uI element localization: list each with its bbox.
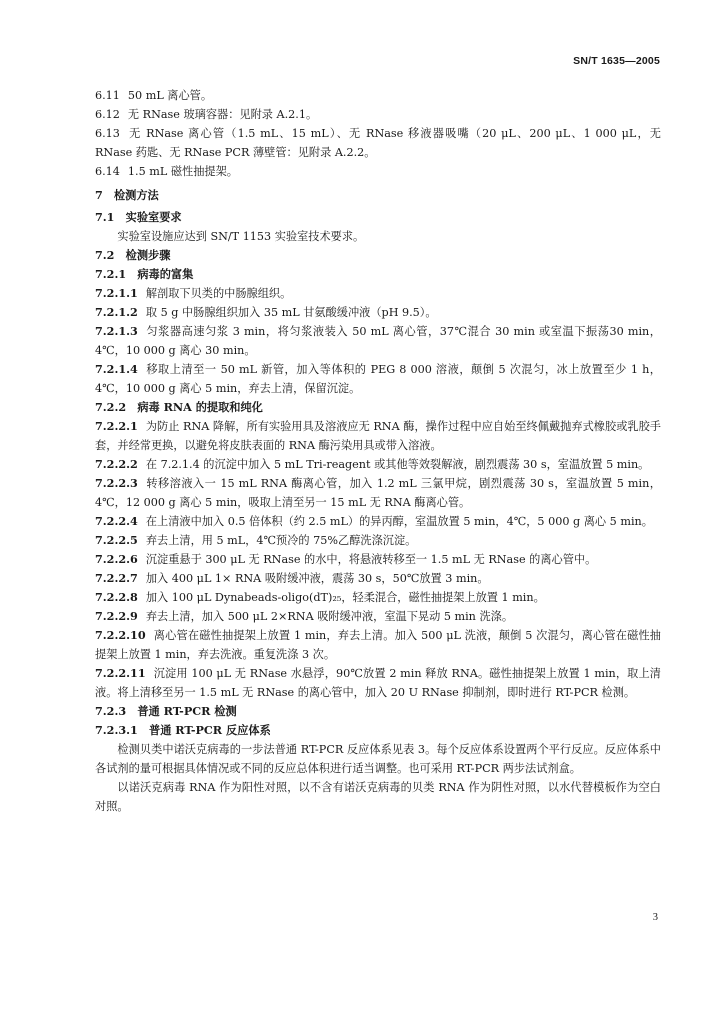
document-body (95, 86, 661, 816)
step-number: 7.2.2.5 (95, 533, 138, 547)
step-number: 7.2.2.8 (95, 590, 138, 604)
list-item-6-14 (95, 162, 661, 181)
step-text: 移取上清至一 50 mL 新管，加入等体积的 PEG 8 000 溶液，颠倒 5 次混匀，冰上放置至少 1 h，4℃，10 000 g 离心 5 min，弃去上清，保留沉淀。 (95, 363, 661, 395)
step-7-2-2-5 (95, 531, 661, 550)
item-text: 1.5 mL 磁性抽提架。 (127, 165, 238, 178)
paragraph-reaction-system: 检测贝类中诺沃克病毒的一步法普通 RT-PCR 反应体系见表 3。每个反应体系设置两个平行反应。反应体系中各试剂的量可根据具体情况或不同的反应总体积进行适当调整。也可采用 RT-PCR 两步法试剂盒。 (95, 743, 661, 775)
step-7-2-2-10 (95, 626, 661, 664)
step-number: 7.2.2.7 (95, 571, 138, 585)
section-7-2-3-title: 7.2.3 普通 RT-PCR 检测 (95, 704, 237, 718)
step-text: 沉淀用 100 μL 无 RNase 水悬浮，90℃放置 2 min 释放 RNA。磁性抽提架上放置 1 min，取上清液。将上清移至另一 1.5 mL 无 RNase 的离心管中，加入 20 U RNase 抑制剂，即时进行 RT-PCR 检测。 (95, 667, 661, 699)
step-number: 7.2.1.1 (95, 286, 138, 300)
paragraph-controls: 以诺沃克病毒 RNA 作为阳性对照，以不含有诺沃克病毒的贝类 RNA 作为阴性对照，以水代替模板作为空白对照。 (95, 781, 661, 813)
section-7-2-1-title: 7.2.1 病毒的富集 (95, 267, 194, 281)
section-7-2-3-1-title: 7.2.3.1 普通 RT-PCR 反应体系 (95, 723, 271, 737)
step-number: 7.2.2.2 (95, 457, 138, 471)
step-7-2-1-2 (95, 303, 661, 322)
step-number: 7.2.2.1 (95, 419, 138, 433)
step-number: 7.2.2.11 (95, 666, 146, 680)
step-text: 解剖取下贝类的中肠腺组织。 (145, 287, 292, 300)
section-7-2-title: 7.2 检测步骤 (95, 248, 171, 262)
section-7-2-2-title: 7.2.2 病毒 RNA 的提取和纯化 (95, 400, 263, 414)
list-item-6-11 (95, 86, 661, 105)
item-text: 无 RNase 玻璃容器：见附录 A.2.1。 (127, 108, 318, 121)
step-7-2-2-8 (95, 588, 661, 607)
step-text: 离心管在磁性抽提架上放置 1 min，弃去上清。加入 500 μL 洗液，颠倒 5 次混匀，离心管在磁性抽提架上放置 1 min，弃去洗液。重复洗涤 3 次。 (95, 629, 661, 661)
step-text: 沉淀重悬于 300 μL 无 RNase 的水中，将悬液转移至一 1.5 mL 无 RNase 的离心管中。 (145, 553, 597, 566)
step-7-2-2-7 (95, 569, 661, 588)
step-number: 7.2.2.9 (95, 609, 138, 623)
item-number: 6.14 (95, 165, 120, 178)
step-text: 转移溶液入一 15 mL RNA 酶离心管，加入 1.2 mL 三氯甲烷，剧烈震荡 30 s，室温放置 5 min，4℃，12 000 g 离心 5 min，吸取上清至另一 15 mL 无 RNA 酶离心管。 (95, 477, 661, 509)
step-7-2-2-3 (95, 474, 661, 512)
step-text: 取 5 g 中肠腺组织加入 35 mL 甘氨酸缓冲液（pH 9.5）。 (145, 306, 437, 319)
step-7-2-1-1 (95, 284, 661, 303)
step-text: 为防止 RNA 降解，所有实验用具及溶液应无 RNA 酶，操作过程中应自始至终佩戴抛弃式橡胶或乳胶手套，并经常更换，以避免将皮肤表面的 RNA 酶污染用具或带入溶液。 (95, 420, 661, 452)
step-text: 在上清液中加入 0.5 倍体积（约 2.5 mL）的异丙醇，室温放置 5 min，4℃，5 000 g 离心 5 min。 (145, 515, 653, 528)
step-number: 7.2.2.3 (95, 476, 138, 490)
step-7-2-2-2 (95, 455, 661, 474)
section-7-1-text: 实验室设施应达到 SN/T 1153 实验室技术要求。 (117, 230, 365, 243)
page-number: 3 (652, 912, 658, 923)
item-text: 50 mL 离心管。 (127, 89, 213, 102)
step-7-2-1-4 (95, 360, 661, 398)
step-7-2-2-1 (95, 417, 661, 455)
step-number: 7.2.1.2 (95, 305, 138, 319)
step-text: 匀浆器高速匀浆 3 min，将匀浆液装入 50 mL 离心管，37℃混合 30 min 或室温下振荡30 min，4℃，10 000 g 离心 30 min。 (95, 325, 661, 357)
item-number: 6.11 (95, 89, 120, 102)
step-number: 7.2.2.10 (95, 628, 146, 642)
step-7-2-2-11 (95, 664, 661, 702)
item-text: 无 RNase 离心管（1.5 mL、15 mL）、无 RNase 移液器吸嘴（20 μL、200 μL、1 000 μL，无 RNase 药匙、无 RNase PCR 薄壁管：见附录 A.2.2。 (95, 127, 661, 159)
step-number: 7.2.2.4 (95, 514, 138, 528)
list-item-6-13 (95, 124, 661, 162)
item-number: 6.12 (95, 108, 120, 121)
step-7-2-2-4 (95, 512, 661, 531)
standard-number: SN/T 1635—2005 (573, 55, 660, 67)
step-number: 7.2.1.4 (95, 362, 138, 376)
item-number: 6.13 (95, 127, 120, 140)
step-text: 在 7.2.1.4 的沉淀中加入 5 mL Tri-reagent 或其他等效裂解液，剧烈震荡 30 s，室温放置 5 min。 (145, 458, 650, 471)
step-7-2-1-3 (95, 322, 661, 360)
list-item-6-12 (95, 105, 661, 124)
section-7-title: 7 检测方法 (95, 188, 159, 202)
step-7-2-2-9 (95, 607, 661, 626)
step-text: 加入 100 μL Dynabeads-oligo(dT)₂₅，轻柔混合，磁性抽提架上放置 1 min。 (145, 591, 545, 604)
step-text: 加入 400 μL 1× RNA 吸附缓冲液，震荡 30 s，50℃放置 3 min。 (145, 572, 489, 585)
step-text: 弃去上清，加入 500 μL 2×RNA 吸附缓冲液，室温下晃动 5 min 洗涤。 (145, 610, 514, 623)
step-7-2-2-6 (95, 550, 661, 569)
step-number: 7.2.2.6 (95, 552, 138, 566)
step-text: 弃去上清，用 5 mL，4℃预冷的 75%乙醇洗涤沉淀。 (145, 534, 417, 547)
step-number: 7.2.1.3 (95, 324, 138, 338)
section-7-1-title: 7.1 实验室要求 (95, 210, 182, 224)
